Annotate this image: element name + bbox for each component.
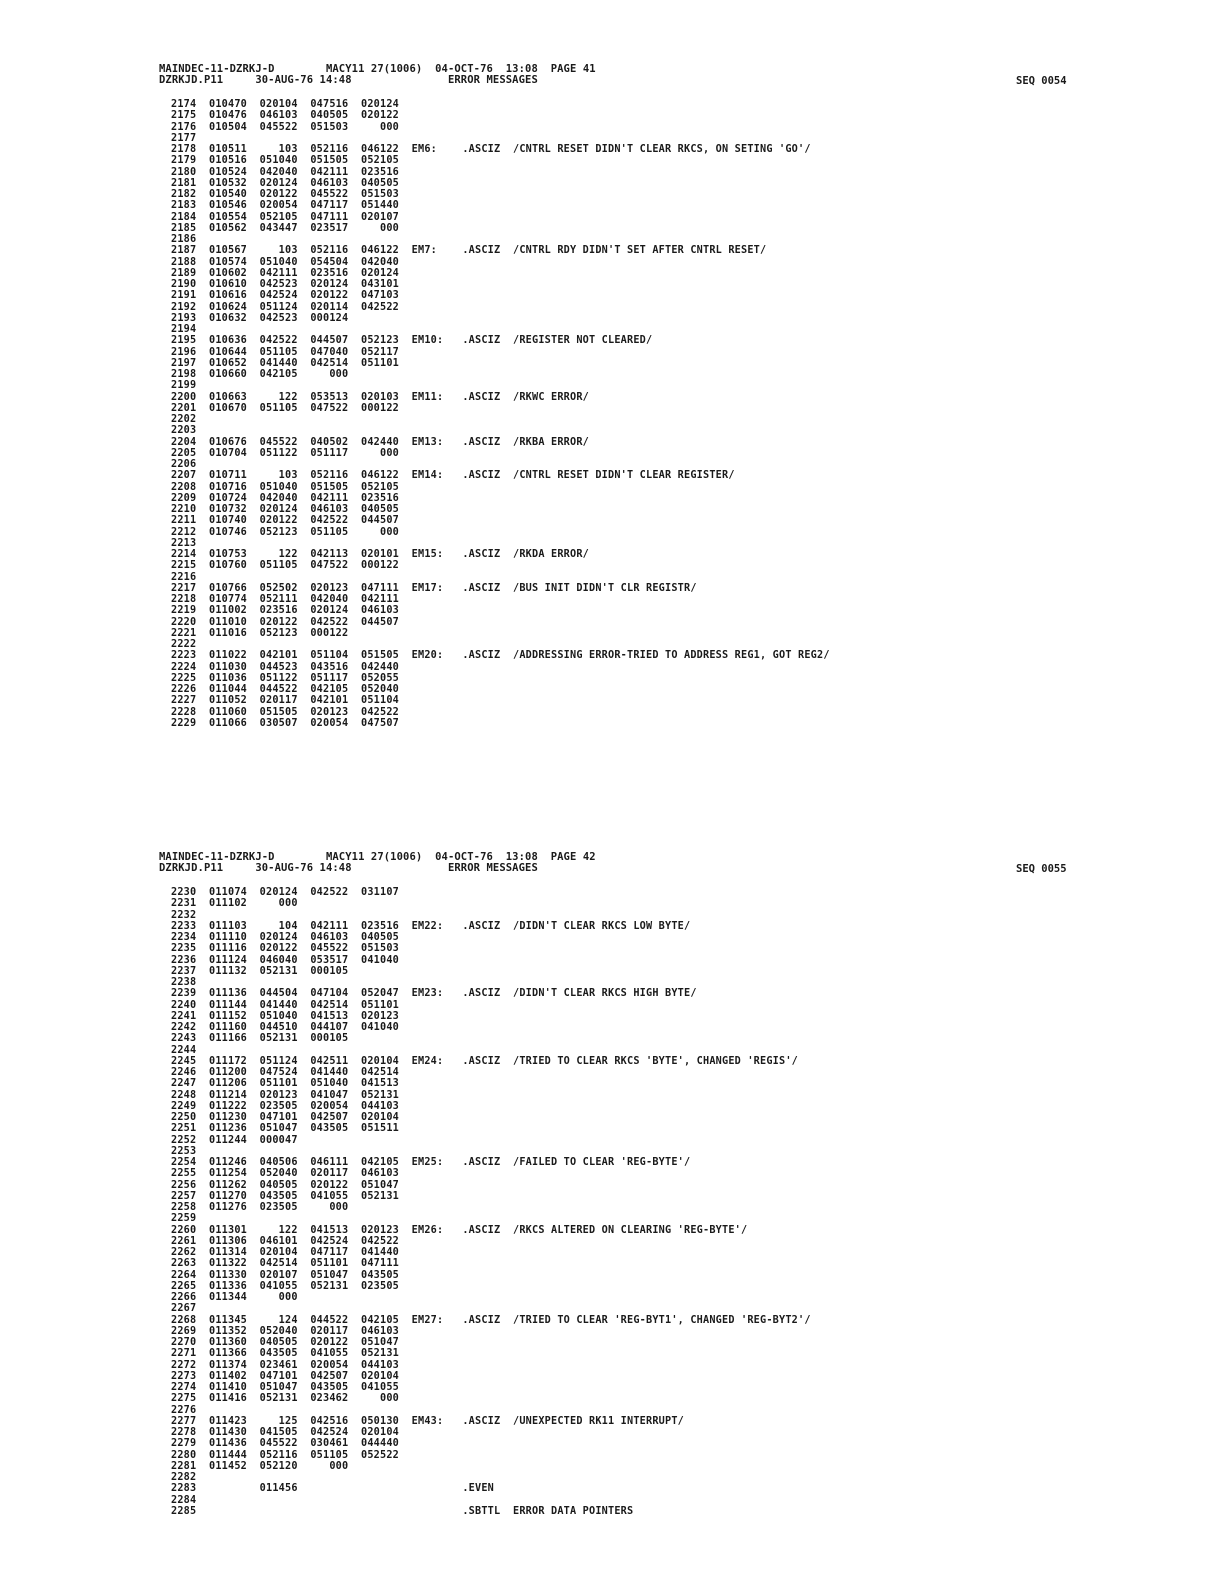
listing-line: 2222 (171, 639, 197, 650)
listing-line: 2280 011444 052116 051105 052522 (171, 1449, 400, 1461)
listing-line: 2264 011330 020107 051047 043505 (171, 1269, 400, 1281)
listing-line: 2270 011360 040505 020122 051047 (171, 1337, 400, 1348)
listing-line: 2253 (171, 1145, 197, 1157)
listing-line: 2224 011030 044523 043516 042440 (171, 661, 400, 673)
listing-line: 2272 011374 023461 020054 044103 (171, 1359, 400, 1371)
page-42-header (159, 852, 1119, 873)
listing-line: 2251 011236 051047 043505 051511 (171, 1123, 400, 1135)
listing-line: 2282 (171, 1472, 197, 1483)
listing-line: 2255 011254 052040 020117 046103 (171, 1168, 400, 1180)
listing-line: 2277 011423 125 042516 050130 EM43: .ASCIZ /UNEXPECTED RK11 INTERRUPT/ (171, 1415, 685, 1427)
listing-line: 2279 011436 045522 030461 044440 (171, 1438, 400, 1450)
listing-line: 2223 011022 042101 051104 051505 EM20: .ASCIZ /ADDRESSING ERROR-TRIED TO ADDRESS REG1, GOT REG2/ (171, 650, 830, 662)
listing-line: 2194 (171, 324, 197, 335)
listing-line: 2176 010504 045522 051503 000 (171, 121, 400, 133)
listing-line: 2247 011206 051101 051040 041513 (171, 1078, 400, 1090)
listing-page-41 (171, 99, 830, 729)
listing-line: 2276 (171, 1404, 197, 1416)
listing-page-42 (171, 887, 811, 1517)
listing-line: 2229 011066 030507 020054 047507 (171, 717, 400, 729)
listing-line: 2227 011052 020117 042101 051104 (171, 695, 400, 707)
listing-line: 2252 011244 000047 (171, 1134, 298, 1146)
listing-line: 2181 010532 020124 046103 040505 (171, 177, 400, 189)
listing-line: 2246 011200 047524 041440 042514 (171, 1067, 400, 1078)
listing-line: 2260 011301 122 041513 020123 EM26: .ASCIZ /RKCS ALTERED ON CLEARING 'REG-BYTE'/ (171, 1224, 748, 1236)
listing-line: 2263 011322 042514 051101 047111 (171, 1258, 400, 1270)
listing-line: 2211 010740 020122 042522 044507 (171, 515, 400, 527)
listing-line: 2210 010732 020124 046103 040505 (171, 504, 400, 515)
listing-line: 2187 010567 103 052116 046122 EM7: .ASCIZ /CNTRL RDY DIDN'T SET AFTER CNTRL RESET/ (171, 245, 767, 257)
header-line-1: MAINDEC-11-DZRKJ-D MACY11 27(1006) 04-OCT-76 13:08 PAGE 41 (159, 63, 596, 75)
listing-line: 2265 011336 041055 052131 023505 (171, 1280, 400, 1292)
listing-line: 2191 010616 042524 020122 047103 (171, 290, 400, 302)
listing-line: 2184 010554 052105 047111 020107 (171, 211, 400, 223)
listing-line: 2196 010644 051105 047040 052117 (171, 346, 400, 358)
listing-line: 2200 010663 122 053513 020103 EM11: .ASCIZ /RKWC ERROR/ (171, 391, 590, 403)
listing-line: 2281 011452 052120 000 (171, 1460, 349, 1472)
listing-line: 2202 (171, 414, 197, 425)
listing-line: 2231 011102 000 (171, 898, 298, 910)
listing-line: 2208 010716 051040 051505 052105 (171, 481, 400, 493)
listing-line: 2244 (171, 1044, 197, 1056)
listing-line: 2250 011230 047101 042507 020104 (171, 1112, 400, 1123)
listing-line: 2177 (171, 132, 197, 144)
listing-line: 2220 011010 020122 042522 044507 (171, 616, 400, 628)
listing-line: 2195 010636 042522 044507 052123 EM10: .ASCIZ /REGISTER NOT CLEARED/ (171, 335, 653, 347)
listing-line: 2262 011314 020104 047117 041440 (171, 1247, 400, 1258)
listing-line: 2214 010753 122 042113 020101 EM15: .ASCIZ /RKDA ERROR/ (171, 549, 590, 560)
listing-line: 2189 010602 042111 023516 020124 (171, 267, 400, 279)
listing-line: 2237 011132 052131 000105 (171, 965, 349, 977)
listing-line: 2285 .SBTTL ERROR DATA POINTERS (171, 1505, 634, 1517)
listing-line: 2217 010766 052502 020123 047111 EM17: .ASCIZ /BUS INIT DIDN'T CLR REGISTR/ (171, 582, 697, 594)
header-line-2: DZRKJD.P11 30-AUG-76 14:48 ERROR MESSAGES (159, 73, 538, 86)
listing-line: 2245 011172 051124 042511 020104 EM24: .ASCIZ /TRIED TO CLEAR RKCS 'BYTE', CHANGED 'REGIS'/ (171, 1055, 799, 1067)
listing-line: 2248 011214 020123 041047 052131 (171, 1089, 400, 1101)
listing-line: 2186 (171, 234, 197, 245)
listing-line: 2268 011345 124 044522 042105 EM27: .ASCIZ /TRIED TO CLEAR 'REG-BYT1', CHANGED 'REG-BYT2'/ (171, 1314, 811, 1326)
listing-line: 2197 010652 041440 042514 051101 (171, 357, 400, 369)
sequence-number: SEQ 0054 (1016, 75, 1067, 87)
listing-line: 2182 010540 020122 045522 051503 (171, 189, 400, 200)
listing-line: 2213 (171, 537, 197, 549)
listing-line: 2218 010774 052111 042040 042111 (171, 594, 400, 605)
listing-line: 2179 010516 051040 051505 052105 (171, 155, 400, 167)
listing-line: 2198 010660 042105 000 (171, 369, 349, 380)
listing-line: 2284 (171, 1494, 197, 1506)
listing-line: 2219 011002 023516 020124 046103 (171, 605, 400, 617)
listing-line: 2203 (171, 425, 197, 437)
listing-line: 2257 011270 043505 041055 052131 (171, 1190, 400, 1202)
listing-line: 2236 011124 046040 053517 041040 (171, 954, 400, 966)
listing-line: 2241 011152 051040 041513 020123 (171, 1010, 400, 1022)
listing-line: 2271 011366 043505 041055 052131 (171, 1348, 400, 1360)
listing-line: 2240 011144 041440 042514 051101 (171, 999, 400, 1011)
listing-line: 2243 011166 052131 000105 (171, 1033, 349, 1045)
listing-line: 2254 011246 040506 046111 042105 EM25: .ASCIZ /FAILED TO CLEAR 'REG-BYTE'/ (171, 1157, 691, 1168)
listing-line: 2178 010511 103 052116 046122 EM6: .ASCIZ /CNTRL RESET DIDN'T CLEAR RKCS, ON SETING 'GO'/ (171, 144, 811, 155)
listing-line: 2230 011074 020124 042522 031107 (171, 887, 400, 898)
listing-line: 2190 010610 042523 020124 043101 (171, 279, 400, 290)
listing-line: 2193 010632 042523 000124 (171, 312, 349, 324)
listing-line: 2238 (171, 977, 197, 988)
listing-line: 2212 010746 052123 051105 000 (171, 526, 400, 538)
listing-line: 2204 010676 045522 040502 042440 EM13: .ASCIZ /RKBA ERROR/ (171, 436, 590, 448)
listing-line: 2201 010670 051105 047522 000122 (171, 402, 400, 414)
listing-line: 2232 (171, 909, 197, 921)
listing-line: 2256 011262 040505 020122 051047 (171, 1179, 400, 1191)
listing-line: 2261 011306 046101 042524 042522 (171, 1235, 400, 1247)
listing-line: 2225 011036 051122 051117 052055 (171, 672, 400, 684)
listing-line: 2228 011060 051505 020123 042522 (171, 706, 400, 718)
page-41-header (159, 64, 1119, 85)
listing-line: 2275 011416 052131 023462 000 (171, 1393, 400, 1405)
listing-line: 2180 010524 042040 042111 023516 (171, 166, 400, 178)
listing-line: 2266 011344 000 (171, 1292, 298, 1303)
listing-line: 2258 011276 023505 000 (171, 1202, 349, 1213)
listing-line: 2209 010724 042040 042111 023516 (171, 492, 400, 504)
listing-line: 2283 011456 .EVEN (171, 1483, 495, 1495)
listing-line: 2183 010546 020054 047117 051440 (171, 200, 400, 212)
listing-line: 2274 011410 051047 043505 041055 (171, 1382, 400, 1393)
listing-line: 2207 010711 103 052116 046122 EM14: .ASCIZ /CNTRL RESET DIDN'T CLEAR REGISTER/ (171, 470, 735, 482)
listing-line: 2175 010476 046103 040505 020122 (171, 110, 400, 122)
header-line-1: MAINDEC-11-DZRKJ-D MACY11 27(1006) 04-OCT-76 13:08 PAGE 42 (159, 851, 596, 863)
listing-line: 2249 011222 023505 020054 044103 (171, 1100, 400, 1112)
listing-line: 2269 011352 052040 020117 046103 (171, 1325, 400, 1337)
listing-line: 2234 011110 020124 046103 040505 (171, 932, 400, 943)
listing-line: 2273 011402 047101 042507 020104 (171, 1370, 400, 1382)
header-line-2: DZRKJD.P11 30-AUG-76 14:48 ERROR MESSAGES (159, 861, 538, 874)
listing-line: 2188 010574 051040 054504 042040 (171, 256, 400, 268)
listing-line: 2192 010624 051124 020114 042522 (171, 301, 400, 313)
listing-line: 2278 011430 041505 042524 020104 (171, 1427, 400, 1438)
sequence-number: SEQ 0055 (1016, 863, 1067, 875)
listing-line: 2259 (171, 1213, 197, 1225)
listing-line: 2239 011136 044504 047104 052047 EM23: .ASCIZ /DIDN'T CLEAR RKCS HIGH BYTE/ (171, 988, 697, 1000)
listing-line: 2233 011103 104 042111 023516 EM22: .ASCIZ /DIDN'T CLEAR RKCS LOW BYTE/ (171, 920, 691, 932)
listing-line: 2215 010760 051105 047522 000122 (171, 560, 400, 572)
listing-line: 2226 011044 044522 042105 052040 (171, 684, 400, 695)
listing-line: 2174 010470 020104 047516 020124 (171, 99, 400, 110)
listing-line: 2216 (171, 571, 197, 583)
listing-line: 2242 011160 044510 044107 041040 (171, 1022, 400, 1033)
listing-line: 2185 010562 043447 023517 000 (171, 222, 400, 234)
listing-line: 2205 010704 051122 051117 000 (171, 447, 400, 459)
listing-line: 2206 (171, 459, 197, 470)
listing-line: 2267 (171, 1303, 197, 1315)
listing-line: 2221 011016 052123 000122 (171, 627, 349, 639)
listing-line: 2235 011116 020122 045522 051503 (171, 943, 400, 955)
listing-line: 2199 (171, 380, 197, 392)
